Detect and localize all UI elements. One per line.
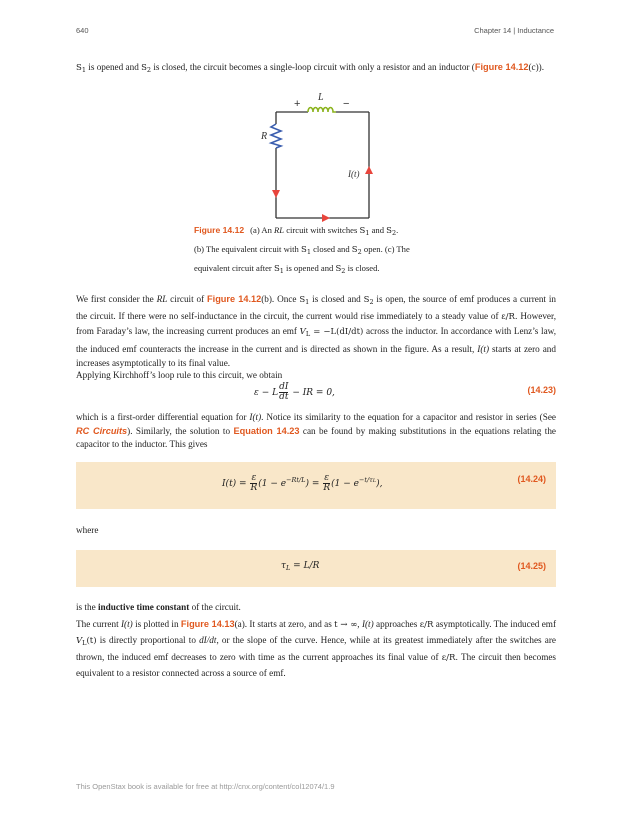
resistor-zigzag	[271, 124, 281, 148]
page-number: 640	[76, 26, 89, 35]
inductor-coil	[308, 108, 336, 113]
intro-paragraph: $S_1$ is opened and $S_2$ is closed, the circuit becomes a single-loop circuit with only a resistor and an inductor (Figure 14.12(c)).	[76, 62, 545, 74]
equation-link[interactable]: Equation 14.23	[233, 425, 300, 436]
inductor-label: L	[318, 92, 324, 103]
equation-number: (14.23)	[527, 385, 556, 395]
switch-s1: $S_1$	[76, 63, 86, 74]
paragraph-time-constant: is the inductive time constant of the circuit.	[76, 602, 241, 612]
figure-link[interactable]: Figure 14.12	[474, 62, 529, 72]
minus-sign: −	[343, 98, 350, 110]
switch-s2: $S_2$	[141, 63, 152, 74]
caption-line-3: equivalent circuit after $S_1$ is opened and $S_2$ is closed.	[194, 263, 380, 275]
figure-link[interactable]: Figure 14.13	[180, 619, 235, 629]
equation-number: (14.25)	[517, 561, 546, 571]
footer-license: This OpenStax book is available for free at http://cnx.org/content/col12074/1.9	[76, 782, 335, 791]
arrow-right-bottom	[322, 214, 330, 222]
paragraph-first-order: which is a first-order differential equation for I(t). Notice its similarity to the equation for a capacitor and resistor in series (See RC Circuits). Similarly, the solution to Equation 14.23 can be found by making substitutions in the equations relating the capacitor to the inductor. This gives	[76, 412, 557, 449]
figure-caption	[194, 222, 454, 279]
equation-body: $\tau_L = L/R$	[281, 561, 320, 572]
figure-link[interactable]: Figure 14.12	[207, 294, 262, 304]
rc-circuits-link[interactable]: RC Circuits	[76, 425, 128, 436]
equation-14-25-box	[76, 550, 556, 587]
circuit-wires	[276, 112, 369, 218]
paragraph-current-plot: The current I(t) is plotted in Figure 14.13(a). It starts at zero, and as t → ∞, I(t) approaches ε/R asymptotically. The induced emf $V_L(t)$ is directly proportional to dI/dt, or the slope of the curve. Hence, while at its greatest immediately after the switches are thrown, the induced emf decreases to zero with time as the current approaches its final value of ε/R. The circuit then becomes equivalent to a resistor connected across a source of emf.	[76, 619, 557, 678]
current-label: I(t)	[348, 169, 360, 179]
resistor-label: R	[261, 131, 268, 142]
plus-sign: +	[294, 98, 301, 110]
equation-number: (14.24)	[517, 474, 546, 484]
caption-line-2: (b) The equivalent circuit with $S_1$ closed and $S_2$ open. (c) The	[194, 244, 410, 256]
equation-body: I(t) = $\frac{\varepsilon}{R}$ $(1 - e^{-Rt/L})$ = $\frac{\varepsilon}{R}$ $(1 - e^{-t/\tau L})$,	[222, 473, 383, 493]
equation-body: ε − L $\frac{dI}{dt}$ − IR = 0,	[254, 382, 335, 402]
caption-line-1: Figure 14.12 (a) An RL circuit with switches $S_1$ and $S_2$.	[194, 225, 399, 237]
equation-14-24-box	[76, 462, 556, 509]
arrow-down-left	[272, 190, 280, 198]
equation-14-23	[76, 383, 556, 403]
arrow-up-right	[365, 166, 373, 174]
paragraph-where: where	[76, 525, 99, 535]
chapter-title: Chapter 14 | Inductance	[474, 26, 554, 35]
paragraph-kirchhoff: Applying Kirchhoff’s loop rule to this circuit, we obtain	[76, 370, 283, 380]
paragraph-rl-circuit: We first consider the RL circuit of Figure 14.12(b). Once $S_1$ is closed and $S_2$ is open, the source of emf produces a current in the circuit. If there were no self-inductance in the circuit, the current would rise immediately to a steady value of ε/R. However, from Faraday’s law, the increasing current produces an emf $V_L = -L(dI/dt)$ across the inductor. In accordance with Lenz’s law, the induced emf counteracts the increase in the current and is directed as shown in the figure. As a result, I(t) starts at zero and increases asymptotically to its final value.	[76, 294, 557, 368]
